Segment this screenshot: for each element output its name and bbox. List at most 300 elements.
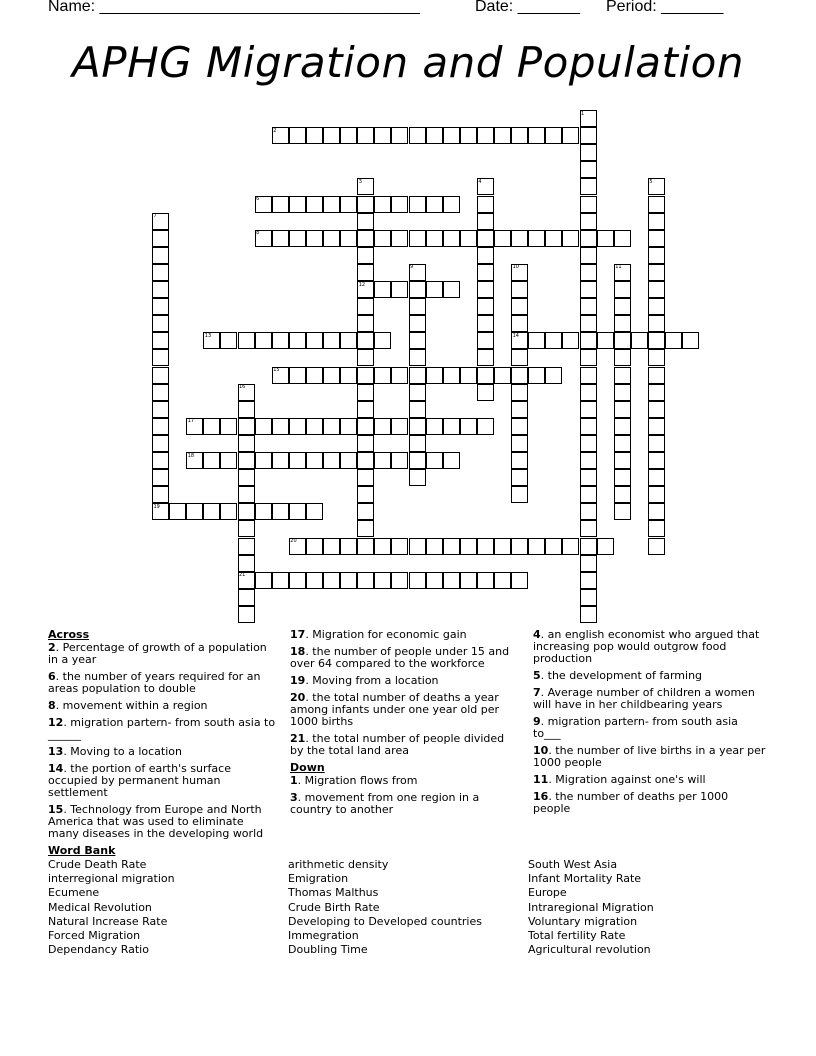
crossword-cell[interactable]	[545, 332, 562, 349]
crossword-cell[interactable]	[374, 452, 391, 469]
crossword-cell[interactable]	[648, 298, 665, 315]
crossword-cell[interactable]	[426, 281, 443, 298]
crossword-cell[interactable]	[494, 230, 511, 247]
crossword-cell[interactable]	[272, 230, 289, 247]
crossword-cell[interactable]	[443, 418, 460, 435]
crossword-cell[interactable]	[238, 538, 255, 555]
crossword-cell[interactable]	[220, 418, 237, 435]
crossword-cell[interactable]	[289, 230, 306, 247]
crossword-cell[interactable]	[255, 452, 272, 469]
crossword-cell[interactable]	[340, 230, 357, 247]
crossword-cell[interactable]	[357, 503, 374, 520]
crossword-cell[interactable]	[203, 452, 220, 469]
crossword-cell[interactable]	[648, 503, 665, 520]
crossword-cell[interactable]	[477, 332, 494, 349]
crossword-cell[interactable]	[580, 452, 597, 469]
crossword-cell[interactable]	[391, 230, 408, 247]
crossword-cell[interactable]	[477, 384, 494, 401]
crossword-cell[interactable]	[306, 572, 323, 589]
crossword-cell[interactable]	[426, 418, 443, 435]
crossword-cell[interactable]	[682, 332, 699, 349]
crossword-cell[interactable]	[477, 196, 494, 213]
crossword-cell[interactable]	[374, 572, 391, 589]
crossword-cell[interactable]	[409, 384, 426, 401]
crossword-cell[interactable]	[409, 469, 426, 486]
crossword-cell[interactable]	[648, 401, 665, 418]
crossword-cell[interactable]	[580, 606, 597, 623]
crossword-cell[interactable]	[357, 452, 374, 469]
crossword-cell[interactable]	[357, 213, 374, 230]
crossword-cell[interactable]	[511, 452, 528, 469]
crossword-cell[interactable]	[169, 503, 186, 520]
crossword-cell[interactable]	[306, 538, 323, 555]
crossword-cell[interactable]	[477, 213, 494, 230]
crossword-cell[interactable]	[443, 452, 460, 469]
crossword-cell[interactable]	[409, 127, 426, 144]
crossword-cell[interactable]	[391, 127, 408, 144]
crossword-cell[interactable]	[238, 589, 255, 606]
crossword-cell[interactable]	[340, 332, 357, 349]
crossword-cell[interactable]	[357, 230, 374, 247]
crossword-cell[interactable]	[511, 469, 528, 486]
crossword-cell[interactable]	[357, 315, 374, 332]
crossword-cell[interactable]	[340, 127, 357, 144]
crossword-cell[interactable]	[289, 418, 306, 435]
crossword-cell[interactable]	[614, 401, 631, 418]
crossword-cell[interactable]	[152, 418, 169, 435]
crossword-cell[interactable]	[443, 367, 460, 384]
crossword-cell[interactable]	[374, 418, 391, 435]
crossword-cell[interactable]	[391, 572, 408, 589]
crossword-cell[interactable]	[477, 247, 494, 264]
crossword-cell[interactable]	[665, 332, 682, 349]
crossword-cell[interactable]	[289, 196, 306, 213]
name-field[interactable]: Name: ____________________________________	[48, 0, 420, 15]
crossword-cell[interactable]	[511, 315, 528, 332]
crossword-cell[interactable]	[272, 196, 289, 213]
crossword-cell[interactable]	[443, 538, 460, 555]
crossword-cell[interactable]	[511, 298, 528, 315]
crossword-cell[interactable]	[648, 349, 665, 366]
crossword-cell[interactable]	[409, 367, 426, 384]
crossword-cell[interactable]	[374, 538, 391, 555]
crossword-cell[interactable]	[597, 332, 614, 349]
crossword-cell[interactable]	[306, 196, 323, 213]
crossword-cell[interactable]	[597, 538, 614, 555]
crossword-cell[interactable]	[580, 572, 597, 589]
crossword-cell[interactable]	[374, 332, 391, 349]
crossword-cell[interactable]	[306, 452, 323, 469]
crossword-cell[interactable]	[306, 418, 323, 435]
crossword-cell[interactable]	[614, 315, 631, 332]
crossword-cell[interactable]	[477, 572, 494, 589]
crossword-cell[interactable]	[409, 196, 426, 213]
crossword-cell[interactable]	[357, 298, 374, 315]
crossword-cell[interactable]	[238, 555, 255, 572]
crossword-cell[interactable]	[460, 230, 477, 247]
crossword-cell[interactable]	[357, 332, 374, 349]
crossword-cell[interactable]	[357, 435, 374, 452]
crossword-cell[interactable]	[443, 572, 460, 589]
crossword-cell[interactable]	[511, 367, 528, 384]
crossword-cell[interactable]	[306, 230, 323, 247]
crossword-cell[interactable]	[648, 486, 665, 503]
crossword-cell[interactable]	[580, 213, 597, 230]
crossword-cell[interactable]	[357, 469, 374, 486]
crossword-cell[interactable]	[648, 332, 665, 349]
crossword-cell[interactable]	[289, 572, 306, 589]
crossword-cell[interactable]	[238, 418, 255, 435]
crossword-cell[interactable]	[511, 384, 528, 401]
crossword-cell[interactable]	[357, 349, 374, 366]
crossword-cell[interactable]	[340, 367, 357, 384]
crossword-cell[interactable]	[648, 520, 665, 537]
crossword-cell[interactable]	[409, 538, 426, 555]
crossword-cell[interactable]	[614, 281, 631, 298]
crossword-cell[interactable]	[426, 367, 443, 384]
crossword-cell[interactable]	[238, 435, 255, 452]
crossword-cell[interactable]	[511, 349, 528, 366]
crossword-cell[interactable]	[580, 196, 597, 213]
crossword-cell[interactable]	[306, 367, 323, 384]
crossword-cell[interactable]	[614, 332, 631, 349]
crossword-cell[interactable]	[289, 503, 306, 520]
crossword-cell[interactable]	[357, 127, 374, 144]
crossword-cell[interactable]	[272, 418, 289, 435]
crossword-cell[interactable]	[580, 401, 597, 418]
crossword-cell[interactable]	[614, 486, 631, 503]
crossword-cell[interactable]	[477, 538, 494, 555]
crossword-cell[interactable]	[152, 298, 169, 315]
crossword-cell[interactable]	[528, 367, 545, 384]
crossword-cell[interactable]	[409, 435, 426, 452]
crossword-cell[interactable]	[477, 298, 494, 315]
crossword-cell[interactable]	[357, 538, 374, 555]
crossword-cell[interactable]	[648, 367, 665, 384]
crossword-cell[interactable]	[409, 572, 426, 589]
crossword-cell[interactable]	[511, 418, 528, 435]
crossword-cell[interactable]	[460, 572, 477, 589]
crossword-cell[interactable]	[580, 469, 597, 486]
crossword-cell[interactable]	[614, 503, 631, 520]
crossword-cell[interactable]	[477, 315, 494, 332]
crossword-cell[interactable]	[272, 572, 289, 589]
crossword-cell[interactable]	[306, 503, 323, 520]
crossword-cell[interactable]	[648, 452, 665, 469]
crossword-cell[interactable]	[494, 367, 511, 384]
crossword-cell[interactable]	[477, 264, 494, 281]
crossword-cell[interactable]	[323, 127, 340, 144]
crossword-cell[interactable]	[391, 452, 408, 469]
clue-text: . an english economist who argued that increasing pop would outgrow food production	[533, 628, 760, 665]
crossword-cell[interactable]	[477, 281, 494, 298]
crossword-cell[interactable]	[374, 127, 391, 144]
crossword-cell[interactable]	[152, 435, 169, 452]
crossword-cell[interactable]	[511, 538, 528, 555]
crossword-cell[interactable]	[648, 469, 665, 486]
crossword-cell[interactable]	[152, 452, 169, 469]
crossword-cell[interactable]	[648, 230, 665, 247]
crossword-cell[interactable]	[580, 384, 597, 401]
crossword-cell[interactable]	[152, 230, 169, 247]
crossword-cell[interactable]	[511, 486, 528, 503]
crossword-cell[interactable]	[580, 503, 597, 520]
crossword-cell[interactable]	[323, 230, 340, 247]
clue-text: . the development of farming	[540, 669, 703, 682]
crossword-cell[interactable]	[203, 503, 220, 520]
date-field[interactable]: Date: _______	[475, 0, 580, 15]
crossword-cell[interactable]	[391, 418, 408, 435]
crossword-cell[interactable]	[580, 555, 597, 572]
crossword-cell[interactable]	[562, 538, 579, 555]
crossword-cell[interactable]	[152, 401, 169, 418]
crossword-cell[interactable]	[374, 196, 391, 213]
crossword-cell[interactable]	[152, 247, 169, 264]
crossword-cell[interactable]	[562, 230, 579, 247]
crossword-cell[interactable]	[409, 401, 426, 418]
crossword-cell[interactable]	[648, 213, 665, 230]
crossword-cell[interactable]	[443, 127, 460, 144]
clue-item	[290, 629, 515, 641]
crossword-cell[interactable]	[494, 572, 511, 589]
crossword-cell[interactable]	[272, 332, 289, 349]
crossword-cell[interactable]	[562, 127, 579, 144]
crossword-cell[interactable]	[323, 196, 340, 213]
crossword-cell[interactable]	[648, 281, 665, 298]
crossword-cell[interactable]	[580, 281, 597, 298]
crossword-cell[interactable]	[238, 469, 255, 486]
crossword-cell[interactable]	[152, 384, 169, 401]
crossword-cell[interactable]	[152, 469, 169, 486]
crossword-cell[interactable]	[409, 332, 426, 349]
crossword-cell[interactable]	[152, 315, 169, 332]
crossword-cell[interactable]	[648, 247, 665, 264]
crossword-cell[interactable]	[511, 401, 528, 418]
crossword-cell[interactable]	[443, 196, 460, 213]
crossword-cell[interactable]	[409, 281, 426, 298]
crossword-cell[interactable]	[323, 418, 340, 435]
crossword-cell[interactable]	[409, 418, 426, 435]
crossword-cell[interactable]	[580, 367, 597, 384]
crossword-cell[interactable]	[477, 349, 494, 366]
crossword-cell[interactable]	[203, 418, 220, 435]
crossword-cell[interactable]	[272, 503, 289, 520]
crossword-cell[interactable]	[289, 367, 306, 384]
crossword-cell[interactable]	[580, 332, 597, 349]
crossword-cell[interactable]	[255, 572, 272, 589]
crossword-cell[interactable]	[220, 503, 237, 520]
crossword-cell[interactable]	[289, 332, 306, 349]
crossword-cell[interactable]	[511, 230, 528, 247]
crossword-cell[interactable]	[426, 538, 443, 555]
crossword-cell[interactable]	[580, 230, 597, 247]
crossword-cell[interactable]	[580, 349, 597, 366]
crossword-cell[interactable]	[426, 452, 443, 469]
crossword-cell[interactable]	[391, 281, 408, 298]
crossword-cell[interactable]	[238, 520, 255, 537]
crossword-cell[interactable]	[614, 435, 631, 452]
crossword-cell[interactable]	[306, 127, 323, 144]
crossword-cell[interactable]	[648, 264, 665, 281]
crossword-cell[interactable]	[238, 452, 255, 469]
crossword-cell[interactable]	[238, 606, 255, 623]
crossword-cell[interactable]	[357, 572, 374, 589]
crossword-cell[interactable]	[528, 127, 545, 144]
crossword-cell[interactable]	[357, 520, 374, 537]
period-field[interactable]: Period: _______	[606, 0, 724, 15]
crossword-cell[interactable]	[528, 230, 545, 247]
crossword-cell[interactable]	[511, 127, 528, 144]
crossword-cell[interactable]	[580, 435, 597, 452]
crossword-cell[interactable]	[528, 332, 545, 349]
crossword-cell[interactable]	[494, 127, 511, 144]
crossword-cell[interactable]	[272, 452, 289, 469]
crossword-cell[interactable]	[409, 452, 426, 469]
crossword-cell[interactable]	[460, 418, 477, 435]
crossword-cell[interactable]	[580, 538, 597, 555]
crossword-cell[interactable]	[511, 435, 528, 452]
clue-number-label: 15	[273, 367, 280, 373]
crossword-cell[interactable]	[340, 196, 357, 213]
crossword-cell[interactable]	[374, 281, 391, 298]
crossword-cell[interactable]	[460, 367, 477, 384]
crossword-cell[interactable]	[152, 332, 169, 349]
crossword-cell[interactable]	[545, 230, 562, 247]
crossword-cell[interactable]	[580, 486, 597, 503]
crossword-cell[interactable]	[426, 230, 443, 247]
crossword-cell[interactable]	[580, 178, 597, 195]
crossword-cell[interactable]	[580, 247, 597, 264]
crossword-cell[interactable]	[494, 538, 511, 555]
crossword-cell[interactable]	[648, 435, 665, 452]
crossword-cell[interactable]	[511, 572, 528, 589]
crossword-cell[interactable]	[238, 401, 255, 418]
crossword-cell[interactable]	[255, 418, 272, 435]
crossword-cell[interactable]	[340, 572, 357, 589]
crossword-cell[interactable]	[306, 332, 323, 349]
crossword-cell[interactable]	[426, 127, 443, 144]
crossword-cell[interactable]	[152, 264, 169, 281]
crossword-cell[interactable]	[528, 538, 545, 555]
crossword-cell[interactable]	[357, 367, 374, 384]
crossword-cell[interactable]	[562, 332, 579, 349]
crossword-cell[interactable]	[152, 486, 169, 503]
crossword-cell[interactable]	[580, 418, 597, 435]
crossword-cell[interactable]	[580, 144, 597, 161]
crossword-cell[interactable]	[357, 418, 374, 435]
crossword-cell[interactable]	[477, 418, 494, 435]
crossword-cell[interactable]	[631, 332, 648, 349]
crossword-cell[interactable]	[255, 503, 272, 520]
crossword-cell[interactable]	[580, 127, 597, 144]
crossword-cell[interactable]	[409, 349, 426, 366]
crossword-cell[interactable]	[238, 503, 255, 520]
crossword-cell[interactable]	[323, 538, 340, 555]
crossword-cell[interactable]	[614, 384, 631, 401]
crossword-cell[interactable]	[580, 161, 597, 178]
crossword-cell[interactable]	[340, 418, 357, 435]
crossword-cell[interactable]	[357, 384, 374, 401]
crossword-cell[interactable]	[580, 520, 597, 537]
crossword-cell[interactable]	[614, 298, 631, 315]
crossword-cell[interactable]	[545, 127, 562, 144]
crossword-cell[interactable]	[391, 367, 408, 384]
crossword-cell[interactable]	[323, 367, 340, 384]
crossword-cell[interactable]	[409, 230, 426, 247]
crossword-cell[interactable]	[255, 332, 272, 349]
crossword-cell[interactable]	[614, 349, 631, 366]
crossword-cell[interactable]	[357, 486, 374, 503]
crossword-cell[interactable]	[426, 572, 443, 589]
crossword-cell[interactable]	[220, 452, 237, 469]
crossword-cell[interactable]	[648, 315, 665, 332]
crossword-cell[interactable]	[614, 230, 631, 247]
crossword-cell[interactable]	[648, 196, 665, 213]
crossword-cell[interactable]	[409, 298, 426, 315]
crossword-cell[interactable]	[340, 452, 357, 469]
crossword-cell[interactable]	[323, 572, 340, 589]
crossword-cell[interactable]	[477, 230, 494, 247]
crossword-cell[interactable]	[580, 589, 597, 606]
crossword-cell[interactable]	[614, 367, 631, 384]
crossword-cell[interactable]	[374, 367, 391, 384]
crossword-cell[interactable]	[443, 281, 460, 298]
crossword-cell[interactable]	[289, 452, 306, 469]
crossword-cell[interactable]	[323, 452, 340, 469]
crossword-cell[interactable]	[289, 127, 306, 144]
clue-number: 15	[48, 803, 64, 816]
crossword-cell[interactable]	[357, 247, 374, 264]
crossword-cell[interactable]	[648, 384, 665, 401]
crossword-cell[interactable]	[152, 281, 169, 298]
crossword-cell[interactable]	[460, 538, 477, 555]
crossword-cell[interactable]	[580, 315, 597, 332]
crossword-cell[interactable]	[511, 281, 528, 298]
crossword-cell[interactable]	[357, 401, 374, 418]
crossword-cell[interactable]	[374, 230, 391, 247]
crossword-cell[interactable]	[580, 264, 597, 281]
crossword-cell[interactable]	[614, 452, 631, 469]
crossword-cell[interactable]	[614, 469, 631, 486]
crossword-cell[interactable]	[443, 230, 460, 247]
crossword-cell[interactable]	[580, 298, 597, 315]
crossword-cell[interactable]	[545, 367, 562, 384]
crossword-cell[interactable]	[220, 332, 237, 349]
crossword-cell[interactable]	[648, 538, 665, 555]
crossword-cell[interactable]	[648, 418, 665, 435]
crossword-cell[interactable]	[460, 127, 477, 144]
crossword-cell[interactable]	[357, 264, 374, 281]
crossword-cell[interactable]	[545, 538, 562, 555]
crossword-cell[interactable]	[426, 196, 443, 213]
crossword-cell[interactable]	[340, 538, 357, 555]
crossword-cell[interactable]	[323, 332, 340, 349]
crossword-cell[interactable]	[391, 538, 408, 555]
clue-item	[533, 791, 768, 815]
crossword-cell[interactable]	[477, 127, 494, 144]
crossword-cell[interactable]	[186, 503, 203, 520]
crossword-cell[interactable]	[238, 332, 255, 349]
crossword-cell[interactable]	[409, 315, 426, 332]
crossword-cell[interactable]	[597, 230, 614, 247]
crossword-cell[interactable]	[357, 196, 374, 213]
crossword-cell[interactable]	[238, 486, 255, 503]
crossword-cell[interactable]	[477, 367, 494, 384]
crossword-cell[interactable]	[614, 418, 631, 435]
crossword-cell[interactable]	[391, 196, 408, 213]
crossword-cell[interactable]	[152, 367, 169, 384]
crossword-cell[interactable]	[152, 349, 169, 366]
